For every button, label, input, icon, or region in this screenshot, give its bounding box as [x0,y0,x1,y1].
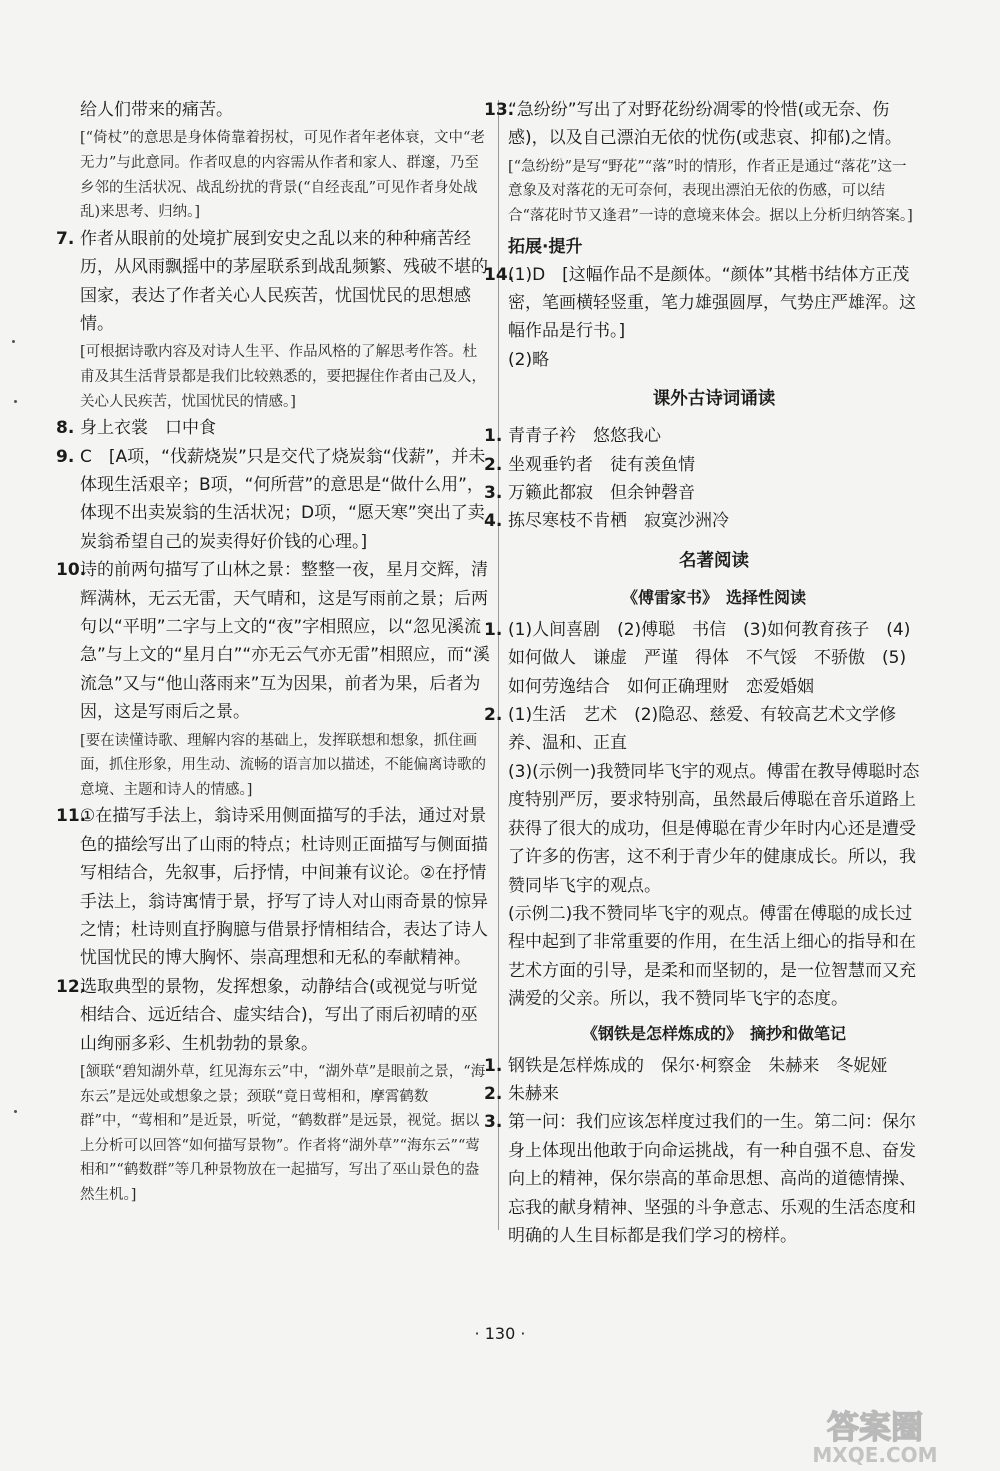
section-tuozhan-tisheng: 拓展·提升 [508,236,583,257]
heading-kewai-gushici: 课外古诗词诵读 [652,389,776,410]
watermark-url: MXQE.COM [812,1443,938,1466]
guci-answer-1-text: 青青子衿 悠悠我心 [508,426,661,447]
answer-7-note: [可根据诗歌内容及对诗人生平、作品风格的了解思考作答。杜甫及其生活背景都是我们比较熟悉的，要把握住作者由己及人，关心人民疾苦，忧国忧民的情感。] [80,344,486,410]
fulei-answer-1 [484,616,920,701]
gangtie-answer-3 [484,1108,920,1250]
answer-14-number: 14. [484,264,515,285]
guci-answer-2-number: 2. [484,454,503,475]
answer-6-continuation: 给人们带来的痛苦。 [80,100,233,120]
guci-answer-4 [484,507,920,535]
margin-dot [12,340,15,343]
answer-9-text: C [A项，“伐薪烧炭”只是交代了烧炭翁“伐薪”，并未体现生活艰辛；B项，“何所营”的意思是“做什么用”，体现不出卖炭翁的生活状况；D项，“愿天寒”突出了卖炭翁希望自己的炭卖得好价钱的心理。] [80,446,486,552]
answer-13-number: 13. [484,100,515,120]
gangtie-answer-1-text: 钢铁是怎样炼成的 保尔·柯察金 朱赫来 冬妮娅 [508,1055,888,1076]
fulei-answer-2-part3: (3)(示例一)我赞同毕飞宇的观点。傅雷在教导傅聪时态度特别严厉，要求特别高，虽然最后傅聪在音乐道路上获得了很大的成功，但是傅聪在青少年时内心还是遭受了许多的伤害，这不利于青少年的健康成长。所以，我赞同毕飞宇的观点。 [508,761,920,896]
margin-dot [14,1110,17,1113]
answer-14 [484,261,920,346]
gangtie-answer-2 [484,1080,920,1108]
answer-10-text: 诗的前两句描写了山林之景：整整一夜，星月交辉，清辉满林，无云无雷，天气晴和，这是写雨前之景；后两句以“平明”二字与上文的“夜”字相照应，以“忽见溪流急”与上文的“星月白”“亦无云气亦无雷”相照应，而“溪流急”又与“他山落雨来”互为因果，前者为果，后者为因，这是写雨后之景。 [80,560,490,723]
answer-7-number: 7. [56,228,75,249]
answer-10-number: 10. [56,560,87,581]
answer-12-note: [颔联“碧知湖外草，红见海东云”中，“湖外草”是眼前之景，“海东云”是远处或想象之景；颈联“竟日莺相和，摩霄鹤数群”中，“莺相和”是近景，听觉，“鹤数群”是远景，视觉。据以上分析可以回答“如何描写景物”。作者将“湖外草”“海东云”“莺相和”“鹤数群”等几种景物放在一起描写，写出了巫山景色的盎然生机。] [80,1064,486,1204]
answer-8-number: 8. [56,418,75,439]
answer-10 [56,556,490,726]
answer-11-text: ①在描写手法上，翁诗采用侧面描写的手法，通过对景色的描绘写出了山雨的特点；杜诗则正面描写与侧面描写相结合，先叙事，后抒情，中间兼有议论。②在抒情手法上，翁诗寓情于景，抒写了诗人对山雨奇景的惊异之情；杜诗则直抒胸臆与借景抒情相结合，表达了诗人忧国忧民的博大胸怀、崇高理想和无私的奉献精神。 [80,806,488,969]
answer-14-part2: (2)略 [508,349,550,370]
gangtie-answer-2-text: 朱赫来 [508,1083,559,1104]
answer-12-number: 12. [56,976,87,997]
guci-answer-3-number: 3. [484,483,503,504]
gangtie-answer-1-number: 1. [484,1055,503,1076]
page-number: · 130 · [474,1324,526,1343]
answer-11-number: 11. [56,806,87,827]
guci-answer-3-text: 万籁此都寂 但余钟磬音 [508,483,695,504]
answer-13 [484,96,920,153]
answer-7-text: 作者从眼前的处境扩展到安史之乱以来的种种痛苦经历，从风雨飘摇中的茅屋联系到战乱频繁、残破不堪的国家，表达了作者关心人民疾苦，忧国忧民的思想感情。 [80,228,488,334]
fulei-answer-1-text: (1)人间喜剧 (2)傅聪 书信 (3)如何教育孩子 (4)如何做人 谦虚 严谨 得体 不气馁 不骄傲 (5)如何劳逸结合 如何正确理财 恋爱婚姻 [508,619,911,697]
guci-answer-2-text: 坐观垂钓者 徒有羡鱼情 [508,454,695,475]
answer-10-note: [要在读懂诗歌、理解内容的基础上，发挥联想和想象，抓住画面，抓住形象，用生动、流畅的语言加以描述，不能偏离诗歌的意境、主题和诗人的情感。] [80,732,486,798]
answer-14-text: (1)D [这幅作品不是颜体。“颜体”其楷书结体方正茂密，笔画横轻竖重，笔力雄强圆厚，气势庄严雄浑。这幅作品是行书。] [508,264,916,342]
answer-9 [56,443,490,557]
fulei-answer-1-number: 1. [484,619,503,640]
guci-answer-4-text: 拣尽寒枝不肯栖 寂寞沙洲冷 [508,511,729,532]
gangtie-answer-1 [484,1052,920,1080]
guci-answer-3 [484,479,920,507]
answer-11 [56,802,490,972]
gangtie-answer-2-number: 2. [484,1083,503,1104]
answer-13-note: [“急纷纷”是写“野花”“落”时的情形，作者正是通过“落花”这一意象及对落花的无可奈何，表现出漂泊无依的伤感，可以结合“落花时节又逢君”一诗的意境来体会。据以上分析归纳答案。] [508,158,913,224]
answer-12-text: 选取典型的景物，发挥想象，动静结合(或视觉与听觉相结合、远近结合、虚实结合)，写出了雨后初晴的巫山绚丽多彩、生机勃勃的景象。 [80,976,478,1054]
margin-dot [14,400,17,403]
subhead-gangtie: 《钢铁是怎样炼成的》 摘抄和做笔记 [581,1023,846,1043]
answer-8-text: 身上衣裳 口中食 [80,418,216,439]
guci-answer-1-number: 1. [484,426,503,447]
answer-8 [56,414,490,442]
gangtie-answer-3-number: 3. [484,1112,503,1133]
heading-mingzhu-yuedu: 名著阅读 [679,550,749,571]
subhead-fulei-jiashu: 《傅雷家书》 选择性阅读 [621,587,806,607]
left-column [56,96,490,1208]
guci-answer-4-number: 4. [484,511,503,532]
guci-answer-2 [484,451,920,479]
answer-13-text: “急纷纷”写出了对野花纷纷凋零的怜惜(或无奈、伤感)，以及自己漂泊无依的忧伤(或悲哀、抑郁)之情。 [508,100,902,149]
answer-7 [56,225,490,339]
fulei-answer-2 [484,701,920,758]
guci-answer-1 [484,422,920,450]
gangtie-answer-3-text: 第一问：我们应该怎样度过我们的一生。第二问：保尔身上体现出他敢于向命运挑战，有一种自强不息、奋发向上的精神，保尔崇高的革命思想、高尚的道德情操、忘我的献身精神、坚强的斗争意志、乐观的生活态度和明确的人生目标都是我们学习的榜样。 [508,1112,916,1246]
answer-6-note: [“倚杖”的意思是身体倚靠着拐杖，可见作者年老体衰，文中“老无力”与此意同。作者叹息的内容需从作者和家人、群邃，乃至乡邻的生活状况、战乱纷扰的背景(“自经丧乱”可见作者身处战乱)来思考、归纳。] [80,130,485,221]
fulei-answer-2-number: 2. [484,705,503,726]
watermark-text: 答案圈 [826,1408,924,1446]
fulei-answer-2-text: (1)生活 艺术 (2)隐忍、慈爱、有较高艺术文学修养、温和、正直 [508,705,897,754]
right-column [484,96,920,1250]
fulei-answer-2-example2: (示例二)我不赞同毕飞宇的观点。傅雷在傅聪的成长过程中起到了非常重要的作用，在生活上细心的指导和在艺术方面的引导，是柔和而坚韧的，是一位智慧而又充满爱的父亲。所以，我不赞同毕飞宇的态度。 [508,903,916,1010]
answer-12 [56,973,490,1058]
answer-9-number: 9. [56,446,75,467]
watermark-logo [780,1400,970,1466]
